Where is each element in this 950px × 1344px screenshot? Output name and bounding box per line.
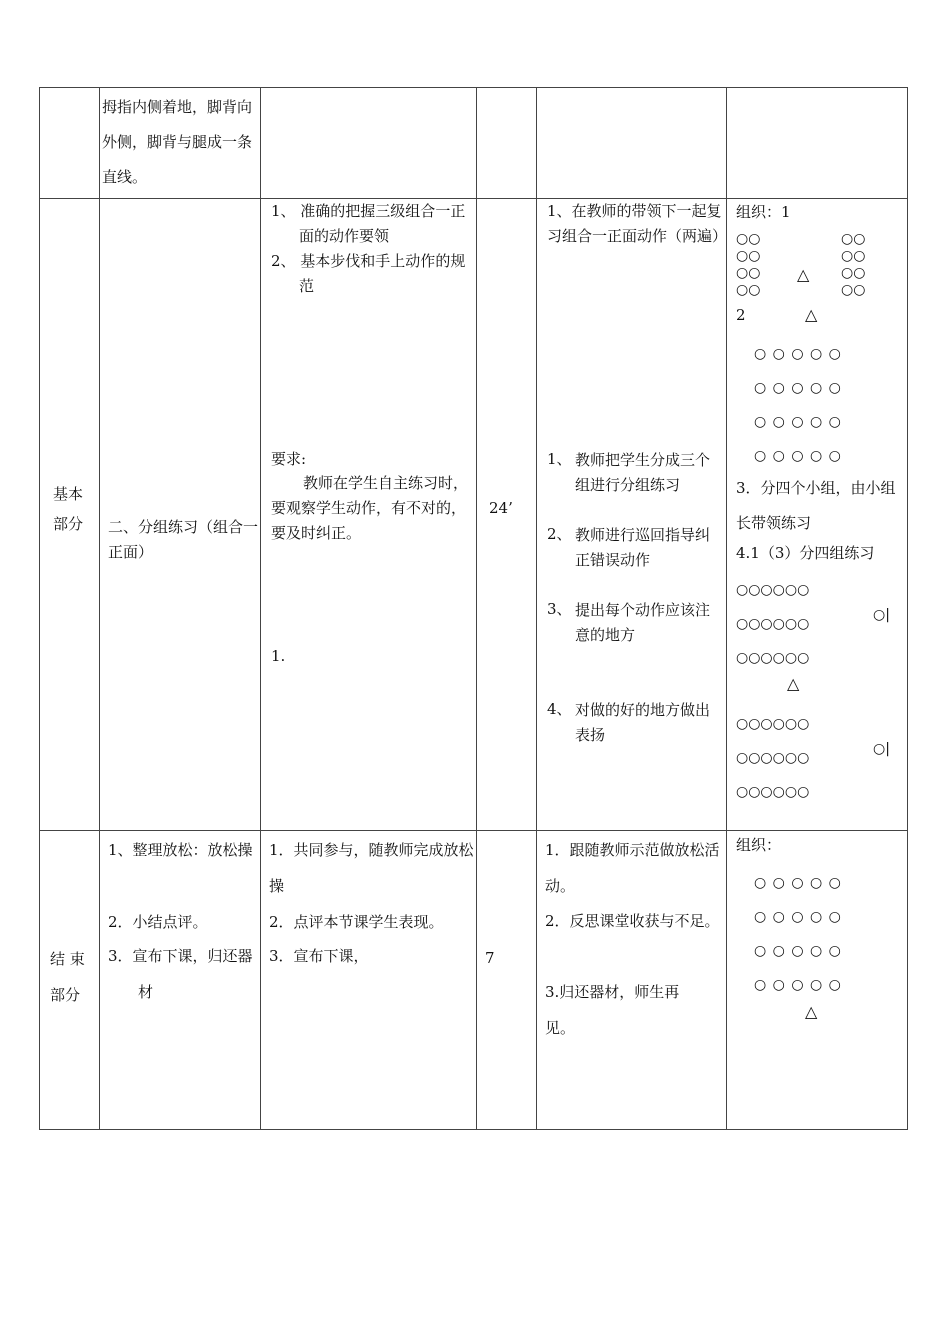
row1-org-cell (727, 88, 908, 199)
circle-pair: ○○ (736, 282, 761, 298)
org-3-text: 3．分四个小组，由小组长带领练习 (736, 479, 896, 532)
circle-row: ○○○○○○ (736, 750, 810, 766)
circle-row: ○○○○○○ (736, 582, 810, 598)
formation-1-right (841, 231, 865, 299)
org-title: 组织：1 (736, 203, 791, 221)
end-goal-3: 3．宣布下课， (269, 947, 369, 965)
row3-section-cell (40, 831, 100, 1130)
end-item-2: 2．小结点评。 (108, 913, 208, 931)
teacher-num-2: 2、 (547, 525, 572, 543)
circle-row: ○ ○ ○ ○ ○ (754, 448, 841, 464)
circle-row: ○ ○ ○ ○ ○ (754, 346, 841, 362)
teacher-num-3: 3、 (547, 600, 572, 618)
formation-1-left (736, 231, 760, 299)
row3-time-cell (477, 831, 537, 1130)
circle-pair: ○○ (841, 248, 866, 264)
table-row (40, 199, 908, 831)
time-basic: 24’ (489, 499, 513, 517)
circle-row: ○ ○ ○ ○ ○ (754, 943, 841, 959)
circle-row: ○ ○ ○ ○ ○ (754, 909, 841, 925)
goal-item-2: 2、 基本步伐和手上动作的规范 (271, 252, 466, 295)
section-label-line: 部分 (50, 986, 81, 1004)
end-teacher-2: 2．反思课堂收获与不足。 (545, 912, 720, 930)
teacher-triangle: △ (805, 305, 818, 324)
row2-teacher-cell (537, 199, 727, 831)
formation-4-group-a (736, 573, 809, 675)
circle-pair: ○○ (736, 231, 761, 247)
row1-content-text: 拇指内侧着地，脚背向外侧，脚背与腿成一条直线。 (102, 98, 253, 186)
teacher-item-2: 教师进行巡回指导纠正错误动作 (575, 526, 711, 569)
circle-row: ○ ○ ○ ○ ○ (754, 380, 841, 396)
row1-section-cell (40, 88, 100, 199)
end-item-1: 1、整理放松：放松操 (108, 841, 253, 859)
requirements-text: 教师在学生自主练习时，要观察学生动作，有不对的，要及时纠正。 (271, 474, 469, 542)
circle-pair: ○○ (736, 248, 761, 264)
circle-row: ○○○○○○ (736, 716, 810, 732)
lesson-plan-table (39, 87, 908, 1130)
row2-goals-cell (261, 199, 477, 831)
teacher-triangle: △ (805, 1002, 818, 1021)
row2-section-cell (40, 199, 100, 831)
goal-item-1: 1、 准确的把握三级组合一正面的动作要领 (271, 202, 466, 245)
row3-teacher-cell (537, 831, 727, 1130)
teacher-item-3: 提出每个动作应该注意的地方 (575, 601, 711, 644)
teacher-num-1: 1、 (547, 450, 572, 468)
end-goal-1: 1．共同参与，随教师完成放松操 (269, 841, 474, 895)
flag-icon: ○| (873, 607, 890, 623)
requirements-tail: 1. (271, 647, 286, 665)
circle-row: ○ ○ ○ ○ ○ (754, 414, 841, 430)
section-label-end (50, 941, 85, 1013)
circle-row: ○○○○○○ (736, 650, 810, 666)
row3-goals-cell (261, 831, 477, 1130)
group-practice-title: 二、分组练习（组合一正面） (108, 518, 259, 561)
teacher-triangle: △ (787, 674, 800, 693)
circle-row: ○○○○○○ (736, 616, 810, 632)
teacher-item-1: 教师把学生分成三个组进行分组练习 (575, 451, 711, 494)
time-end: 7 (485, 949, 495, 967)
end-goal-2: 2．点评本节课学生表现。 (269, 913, 444, 931)
circle-row: ○○○○○○ (736, 784, 810, 800)
section-label-basic: 基本 部分 (53, 485, 84, 533)
row2-time-cell (477, 199, 537, 831)
circle-row: ○ ○ ○ ○ ○ (754, 875, 841, 891)
row1-content-cell (100, 88, 261, 199)
section-label-line: 结 束 (50, 950, 85, 968)
flag-icon: ○| (873, 741, 890, 757)
row3-content-cell (100, 831, 261, 1130)
teacher-item-4: 对做的好的地方做出表扬 (575, 701, 711, 744)
end-teacher-1: 1．跟随教师示范做放松活动。 (545, 841, 720, 895)
org-4-text: 4.1（3）分四组练习 (736, 544, 875, 562)
row1-teacher-cell (537, 88, 727, 199)
requirements-title: 要求: (271, 450, 307, 468)
row2-content-cell (100, 199, 261, 831)
circle-pair: ○○ (841, 265, 866, 281)
circle-pair: ○○ (736, 265, 761, 281)
org-2-label: 2 (736, 306, 746, 324)
circle-pair: ○○ (841, 231, 866, 247)
teacher-num-4: 4、 (547, 700, 572, 718)
end-formation-grid (754, 866, 841, 1002)
formation-4-group-b (736, 707, 809, 809)
teacher-review-text: 1、在教师的带领下一起复习组合一正面动作（两遍） (547, 202, 728, 245)
row1-goals-cell (261, 88, 477, 199)
end-teacher-3: 3.归还器材，师生再见。 (545, 983, 680, 1037)
end-item-3: 3．宣布下课，归还器材 (108, 947, 253, 1001)
circle-pair: ○○ (841, 282, 866, 298)
table-row (40, 88, 908, 199)
row1-time-cell (477, 88, 537, 199)
teacher-triangle: △ (797, 265, 810, 284)
circle-row: ○ ○ ○ ○ ○ (754, 977, 841, 993)
formation-2-grid (754, 337, 841, 473)
row3-org-cell (727, 831, 908, 1130)
table-row (40, 831, 908, 1130)
row2-org-cell (727, 199, 908, 831)
end-org-title: 组织： (736, 836, 782, 854)
